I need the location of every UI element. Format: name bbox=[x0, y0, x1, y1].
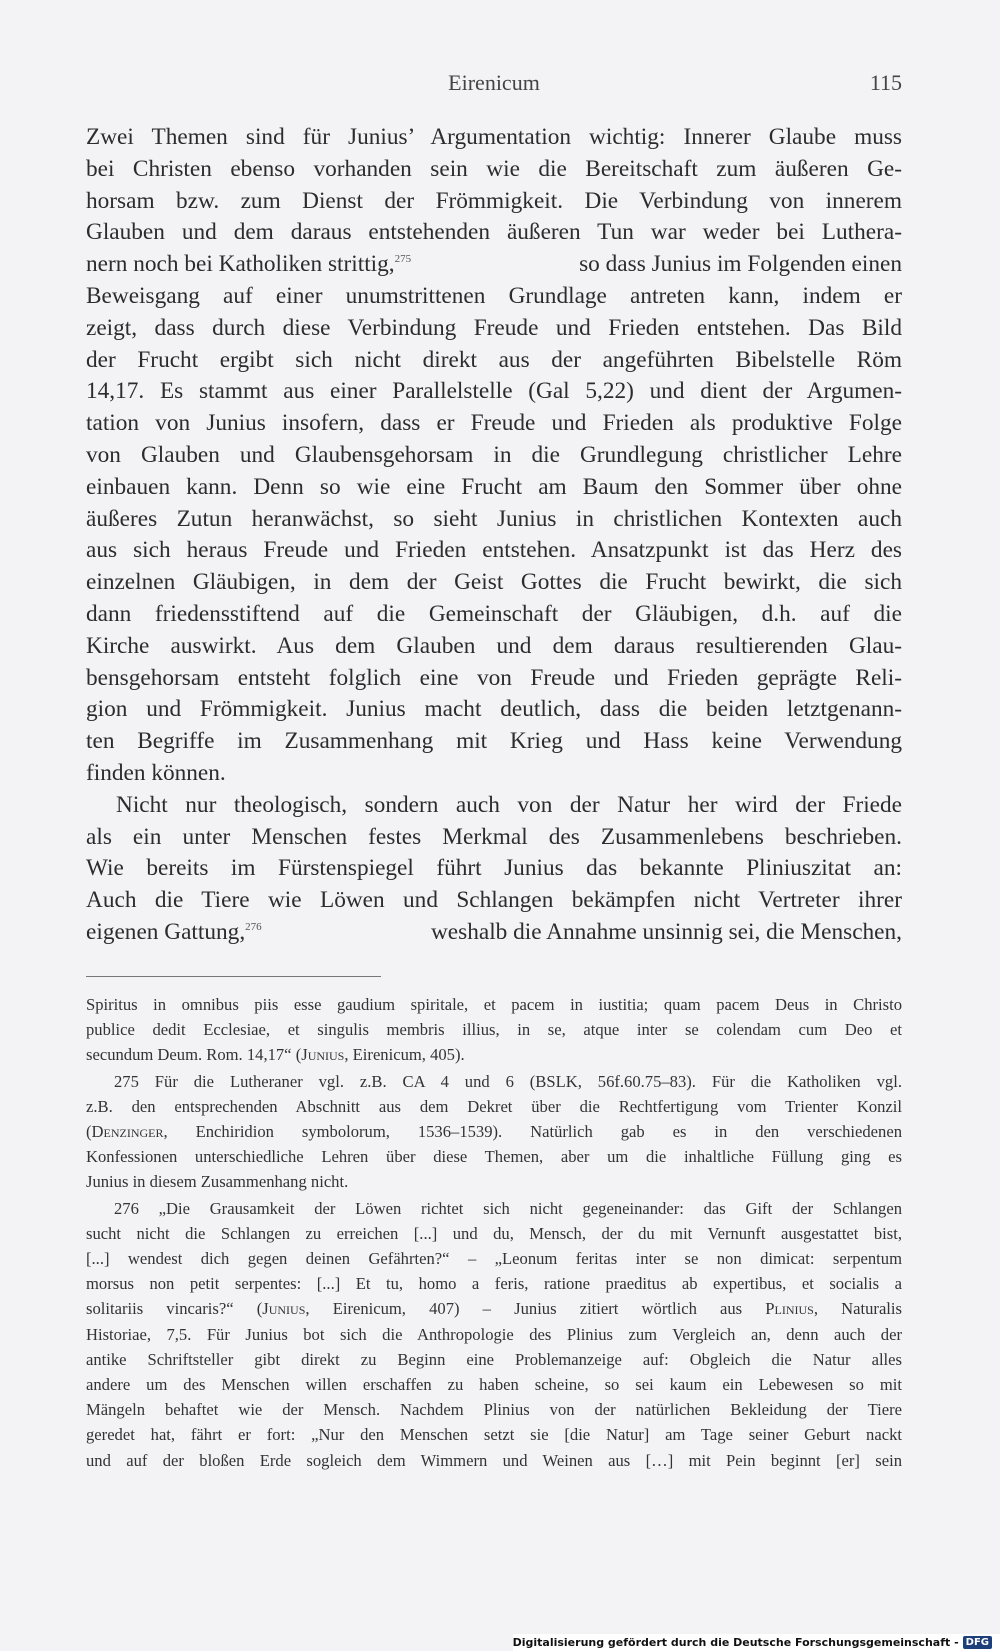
text-segment: nern noch bei Katholiken strittig, bbox=[86, 251, 395, 278]
footnote-line: [...] wendest dich gegen deinen Gefährten?“ – „Leonum feritas inter se non dimicat: serpentum bbox=[86, 1249, 902, 1269]
text-segment: solitariis vincaris?“ ( bbox=[86, 1299, 263, 1319]
text-line bbox=[86, 917, 902, 949]
text-line: Auch die Tiere wie Löwen und Schlangen bekämpfen nicht Vertreter ihrer bbox=[86, 887, 902, 914]
text-line: Zwei Themen sind für Junius’ Argumentation wichtig: Innerer Glaube muss bbox=[86, 124, 902, 150]
footnote-continuation bbox=[86, 992, 902, 1068]
footnote-line: Spiritus in omnibus piis esse gaudium spiritale, et pacem in iustitia; quam pacem Deus in Christo bbox=[86, 995, 902, 1014]
paragraph-1 bbox=[86, 122, 902, 790]
footnote-line: 276 „Die Grausamkeit der Löwen richtet sich nicht gegeneinander: das Gift der Schlangen bbox=[114, 1198, 902, 1218]
text-line: horsam bzw. zum Dienst der Frömmigkeit. Die Verbindung von innerem bbox=[86, 187, 902, 214]
footnote-line: Historiae, 7,5. Für Junius bot sich die Anthropologie des Plinius zum Vergleich an, denn auch der bbox=[86, 1324, 902, 1344]
text-line: Glauben und dem daraus entstehenden äußeren Tun war weder bei Luthera- bbox=[86, 219, 902, 246]
text-line: dann friedensstiftend auf die Gemeinschaft der Gläubigen, d.h. auf die bbox=[86, 600, 902, 627]
footnote-line: Mängeln behaftet wie der Mensch. Nachdem Plinius von der natürlichen Bekleidung der Tiere bbox=[86, 1400, 902, 1420]
text-segment: ( bbox=[86, 1122, 92, 1142]
author-name: Junius bbox=[301, 1045, 345, 1065]
text-line: einzelnen Gläubigen, in dem der Geist Gottes die Frucht bewirkt, die sich bbox=[86, 569, 902, 596]
footnote-line bbox=[86, 1042, 902, 1067]
text-line: gion und Frömmigkeit. Junius macht deutlich, dass die beiden letztgenann- bbox=[86, 696, 902, 723]
text-line: Beweisgang auf einer unumstrittenen Grundlage antreten kann, indem er bbox=[86, 282, 902, 309]
page-number: 115 bbox=[869, 70, 902, 95]
text-segment: , Naturalis bbox=[813, 1299, 902, 1319]
author-name: Denzinger bbox=[91, 1122, 164, 1142]
footnote-ref-275[interactable]: 275 bbox=[394, 253, 412, 266]
author-name: Plinius bbox=[765, 1299, 814, 1319]
text-line: tation von Junius insofern, dass er Freude und Frieden als produktive Folge bbox=[86, 410, 902, 437]
author-name: Junius bbox=[262, 1299, 306, 1319]
text-line: bensgehorsam entsteht folglich eine von Freude und Frieden geprägte Reli- bbox=[86, 664, 902, 691]
text-line: aus sich heraus Freude und Frieden entstehen. Ansatzpunkt ist das Herz des bbox=[86, 537, 902, 564]
text-line: als ein unter Menschen festes Merkmal des Zusammenlebens beschrieben. bbox=[86, 823, 902, 850]
footnote-separator bbox=[86, 976, 381, 977]
text-segment bbox=[86, 917, 262, 949]
text-segment: weshalb die Annahme unsinnig sei, die Menschen, bbox=[430, 918, 902, 945]
footnote-line: publice dedit Ecclesiae, et singulis membris illius, in se, atque inter se colendam cum Deo et bbox=[86, 1020, 902, 1040]
text-line: einbauen kann. Denn so wie eine Frucht am Baum den Sommer über ohne bbox=[86, 473, 902, 500]
footnote-line: sucht nicht die Schlangen zu erreichen [...] und du, Mensch, der du mit Vernunft ausgestattet bist, bbox=[86, 1223, 902, 1243]
footnote-275 bbox=[86, 1069, 902, 1195]
text-segment: eigenen Gattung, bbox=[86, 918, 246, 945]
funding-text: Digitalisierung gefördert durch die Deutsche Forschungsgemeinschaft - bbox=[512, 1636, 959, 1649]
footnote-276 bbox=[86, 1196, 902, 1473]
text-segment: , Eirenicum, 407) – Junius zitiert wörtlich aus bbox=[305, 1299, 766, 1319]
text-line: der Frucht ergibt sich nicht direkt aus der angeführten Bibelstelle Röm bbox=[86, 346, 902, 373]
text-segment: , Enchiridion symbolorum, 1536–1539). Natürlich gab es in den verschiedenen bbox=[163, 1122, 902, 1142]
running-title: Eirenicum bbox=[448, 70, 540, 95]
footnote-line: 275 Für die Lutheraner vgl. z.B. CA 4 und 6 (BSLK, 56f.60.75–83). Für die Katholiken vgl. bbox=[114, 1071, 902, 1091]
footnote-line: andere um des Menschen willen erschaffen zu haben scheine, so sei kaum ein Lebewesen so mit bbox=[86, 1375, 902, 1395]
footnote-line: antike Schriftsteller gibt direkt zu Beginn eine Problemanzeige auf: Obgleich die Natur alles bbox=[86, 1349, 902, 1369]
footnote-line: geredet hat, fährt er fort: „Nur den Menschen setzt sie [die Natur] am Tage seiner Geburt nackt bbox=[86, 1425, 902, 1445]
footnote-line bbox=[86, 1296, 902, 1321]
paragraph-2 bbox=[86, 790, 902, 949]
footnote-line: z.B. den entsprechenden Abschnitt aus dem Dekret über die Rechtfertigung vom Trienter Konzil bbox=[86, 1096, 902, 1116]
text-line: äußeres Zutun heranwächst, so sieht Junius in christlichen Kontexten auch bbox=[86, 505, 902, 532]
text-segment: , Eirenicum, 405). bbox=[344, 1045, 465, 1065]
text-line: Kirche auswirkt. Aus dem Glauben und dem daraus resultierenden Glau- bbox=[86, 632, 902, 659]
footnote-line: morsus non petit serpentes: [...] Et tu, homo a feris, ratione praeditus ab expertibus, et socialis a bbox=[86, 1274, 902, 1294]
dfg-logo: DFG bbox=[963, 1636, 992, 1649]
text-line: Wie bereits im Fürstenspiegel führt Junius das bekannte Pliniuszitat an: bbox=[86, 855, 902, 882]
text-segment: so dass Junius im Folgenden einen bbox=[579, 251, 902, 278]
text-line bbox=[86, 249, 902, 281]
text-line: zeigt, dass durch diese Verbindung Freude und Frieden entstehen. Das Bild bbox=[86, 314, 902, 341]
footnote-ref-276[interactable]: 276 bbox=[245, 920, 262, 933]
text-line: bei Christen ebenso vorhanden sein wie die Bereitschaft zum äußeren Ge- bbox=[86, 155, 902, 182]
text-line: von Glauben und Glaubensgehorsam in die Grundlegung christlicher Lehre bbox=[86, 441, 902, 468]
text-line: 14,17. Es stammt aus einer Parallelstelle (Gal 5,22) und dient der Argumen- bbox=[86, 378, 902, 405]
footnote-line bbox=[86, 1119, 902, 1144]
text-segment bbox=[86, 249, 411, 281]
footnote-line: und auf der bloßen Erde sogleich dem Wimmern und Weinen aus […] mit Pein beginnt [er] sein bbox=[86, 1450, 902, 1470]
text-line: finden können. bbox=[86, 759, 226, 786]
text-segment: secundum Deum. Rom. 14,17“ ( bbox=[86, 1045, 302, 1065]
running-head bbox=[86, 70, 902, 102]
text-line: ten Begriffe im Zusammenhang mit Krieg und Hass keine Verwendung bbox=[86, 728, 902, 755]
text-line: Nicht nur theologisch, sondern auch von der Natur her wird der Friede bbox=[116, 791, 902, 818]
funding-banner bbox=[513, 1634, 1000, 1651]
footnote-line: Konfessionen unterschiedliche Lehren über diese Themen, aber um die inhaltliche Füllung ging es bbox=[86, 1147, 902, 1167]
footnotes bbox=[86, 992, 902, 1473]
footnote-line: Junius in diesem Zusammenhang nicht. bbox=[86, 1172, 349, 1192]
main-text bbox=[86, 122, 902, 949]
